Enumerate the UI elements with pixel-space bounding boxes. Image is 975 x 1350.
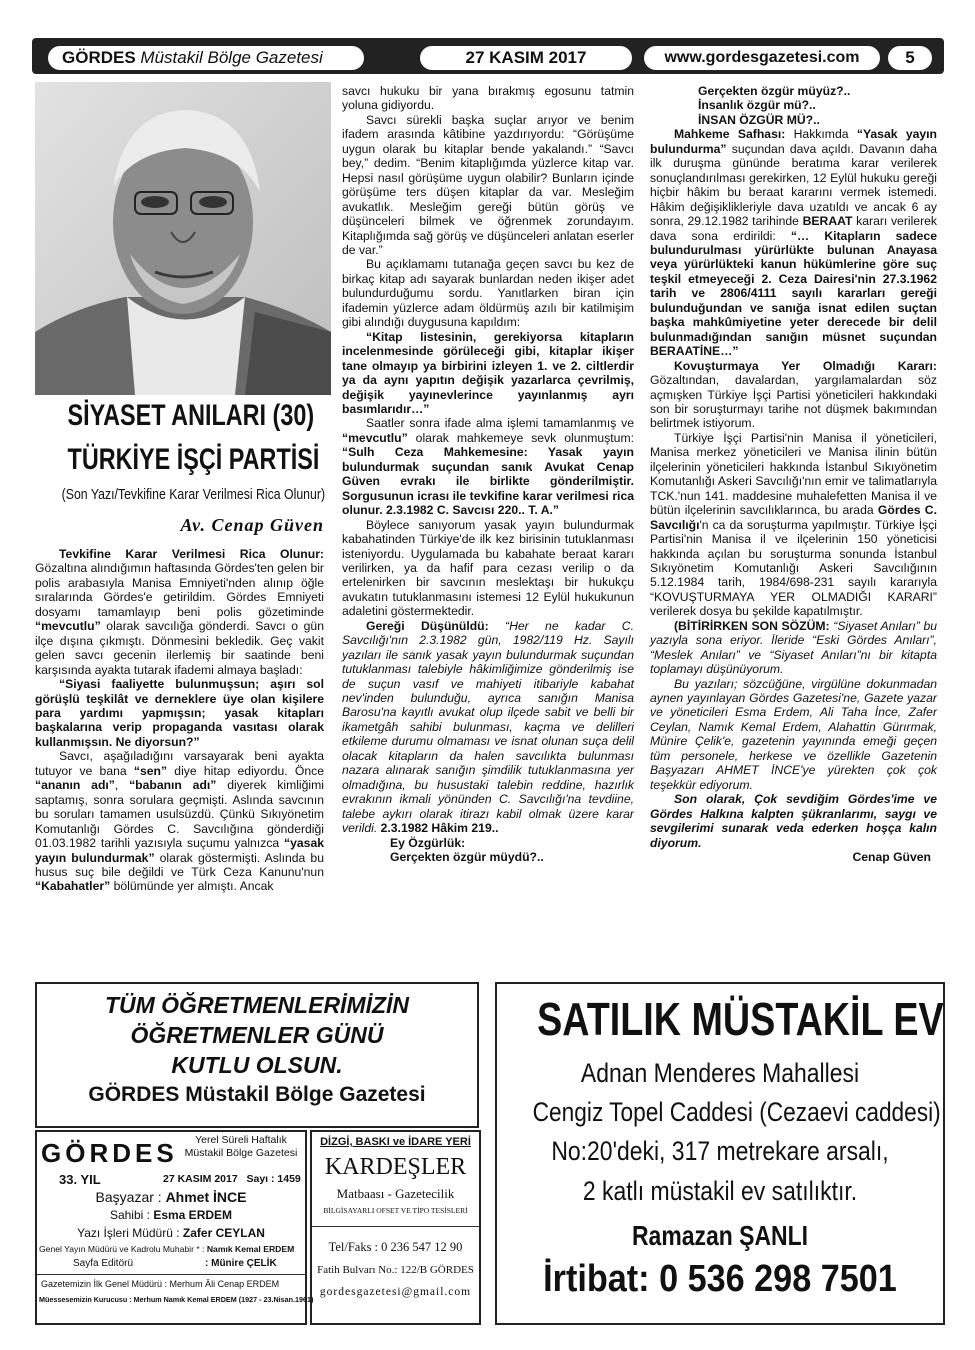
header-date: 27 KASIM 2017 [420,46,632,70]
masthead-page-editor-label: Sayfa Editörü [73,1258,134,1269]
article-column-3 [650,84,937,864]
paragraph: Savcı sürekli başka suçlar arıyor ve benim ifadem arasında kâtibine yazdırıyordu: “Görüşüme uygun olarak bu kitaplar bende yakalandı.” “Savcı bey,” dedim. “Benim kitaplığımda yüzlerce kitap var. Hepsi nasıl görüşüme uygun olabilir? Bunların içinde görüşüme ters düşen kitaplar da var. Mesleğim avukatlık. Mesleğim gereği bütün görüş ve düşünceleri bilmek ve öğrenmek zorundayım. Kitaplığımda sağ görüş ve düşünceleri anlatan eserler de var.” [342,112,634,257]
printer-sub: Matbaası - Gazetecilik [336,1186,455,1201]
paragraph: İnsanlık özgür mü?.. [698,98,816,113]
printer-phone: Tel/Faks : 0 236 547 12 90 [328,1240,463,1254]
paragraph: Son olarak, Çok sevdiğim Gördes'ime ve Gördes Halkına kalpten şükranlarımı, saygı ve sevgilerimi sunarak veda ederken hoşça kalın diyorum. [650,792,937,850]
masthead-editor: Başyazar : Ahmet İNCE [95,1189,247,1205]
ad-line: GÖRDES Müstakil Bölge Gazetesi [88,1083,426,1106]
paper-subtitle: Müstakil Bölge Gazetesi [140,48,323,67]
house-ad-line: No:20'deki, 317 metrekare arsalı, [551,1136,889,1166]
divider [37,1274,305,1275]
article-author: Av. Cenap Güven [180,515,324,535]
teachers-day-ad [35,982,479,1128]
article-column-2 [342,84,634,864]
printer-name: KARDEŞLER [324,1154,467,1180]
header-paper-name [48,46,364,70]
article-column-1 [35,547,324,894]
ad-line: ÖĞRETMENLER GÜNÜ [130,1022,384,1048]
paragraph: Gerçekten özgür müyüz?.. [698,84,851,98]
printer-heading: DİZGİ, BASKI ve İDARE YERİ [320,1136,471,1148]
paragraph: (BİTİRİRKEN SON SÖZÜM: “Siyaset Anıları” bu yazıyla sona eriyor. İleride “Eski Gördes Anıları”, “Meslek Anıları” ve “Siyaset Anıları”nı bir kitapta toplamayı düşünüyorum. [650,618,938,677]
masthead-year: 33. YIL [59,1172,101,1187]
paragraph: Savcı, aşağıladığını varsayarak beni ayakta tutuyor ve bana “sen” diye hitap ediyordu. Önce “ananın adı”, “babanın adı” diyerek kimliğimi saptamış, sonra sorulara geçmişti. Aslında savcının bu soruları tamamen usulsüzdü. Çünkü Sıkıyönetim Komutanlığı Gördes C. Savcılığına gönderdiği 01.03.1982 tarihli yazısıyla suçumu yalnızca “yasak yayın bulundurmak” olarak göstermişti. Aslında bu husus suç bile değildi ve Türk Ceza Kanunu'nun “Kabahatler” bölümünde yer almıştı. Ancak [35,749,324,894]
masthead-name: GÖRDES [41,1138,178,1168]
quote-paragraph: “Siyasi faaliyette bulunmuşsun; aşırı sol görüşlü teşkilât ve derneklere üye olan kişilere para yardımı yapmışsın; yasak kitapları başkalarına verip propaganda vasıtası olarak kullanmışsın. Ne diyorsun?” [35,677,324,749]
masthead-manager: Yazı İşleri Müdürü : Zafer CEYLAN [77,1226,265,1240]
house-for-sale-ad [495,982,945,1325]
paragraph: savcı hukuku bir yana bırakmış egosunu tatmin yoluna gidiyordu. [342,84,634,113]
paragraph: Ey Özgürlük: [390,835,466,850]
masthead-founder: Müessesemizin Kurucusu : Merhum Namık Kemal ERDEM (1927 - 23.Nisan.1961) [39,1295,314,1304]
paper-name: GÖRDES [62,48,136,67]
paragraph: Gereği Düşünüldü: “Her ne kadar C. Savcılığı'nın 2.3.1982 gün, 1982/119 Hz. Sayılı yazıları ile sanık yasak yayın bulundurmak suçundan tutuklanması talebiyle hâkimliğimize gönderilmiş ise de suçun vasıf ve mahiyeti itibariyle kabahat nev'inden bulunduğu, ayrıca sanığın Manisa Barosu'na kayıtlı avukat olup ilçede sabit ve belli bir ikametgâh sahibi bulunması, kaçma ve delilleri etkileme durumu olmaması ve isnat olunan suça delil olacak kitapların da halen savcılıkta bulunması nazara alınarak sanığın şimdilik tutuklanmasına yer olmadığına, bu husustaki talebin reddine, hazırlık evrakının ikmali yönünden C. Savcılığı'na tevdiine, talebe aykırı olarak itirazı kabil olmak üzere karar verildi. 2.3.1982 Hâkim 219.. [342,618,634,836]
house-ad-owner: Ramazan ŞANLI [631,1220,809,1251]
masthead-owner: Sahibi : Esma ERDEM [109,1208,233,1222]
paragraph: Mahkeme Safhası: Hakkımda “Yasak yayın bulundurma” suçundan dava açıldı. Davanın daha ilk duruşma gününde beratıma karar verilerek sonuçlandırılması gerekirken, 12 Eylül hukuku gereği hiçbir hâkim bu beraat kararını vermek istemedi. Hâkim değişiklikleriyle dava uzatıldı ve ancak 6 ay sonra, 29.12.1982 tarihinde BERAAT kararı verilerek dava sona erdirildi: “… Kitapların sadece bulundurulması yürürlükte bulunan Anayasa veya yürürlükteki kanun hükümlerine göre suç teşkil etmeyeceği 2. Ceza Dairesi'nin 27.3.1962 tarih ve 2806/4111 sayılı kararları gereği bulunduğundan ve sanığa isnat edilen suçtan başka mahkûmiyetine yeter derecede bir delil bulunmadığından sanığın müsnet suçundan BERAATİNE…” [650,127,938,359]
paragraph: Saatler sonra ifade alma işlemi tamamlanmış ve “mevcutlu” olarak mahkemeye sevk olunmuştum: “Sulh Ceza Mahkemesine: Yasak yayın bulundurmak suçundan sanık Avukat Cenap Güven evrakı ile birlikte gönderilmiştir. Sorgusunun icrası ile tevkifine karar verilmesi rica olunur. 2.3.1982 C. Savcısı 220.. T. A.” [342,416,634,518]
printer-email[interactable]: gordesgazetesi@gmail.com [319,1286,472,1298]
paragraph: Bu açıklamamı tutanağa geçen savcı bu kez de birkaç kitap adı sayarak bunlardan neden ikişer adet bulundurduğumu sordu. Yanıtlarken biran için ifademin yüzlerce adam öldürmüş azılı bir katilmişim gibi alındığı duygusuna kapıldım: [342,257,634,330]
paragraph: Bu yazıları; sözcüğüne, virgülüne dokunmadan aynen yayınlayan Gördes Gazetesi'ne, Gazete yazar ve yöneticileri Esma Erdem, Ali Taha İnce, Zafer Ceylan, Namık Kemal Erdem, Alahattin Gürırmak, Münire Çelik'e, gazetenin yayınında emeği geçen tüm personele, herkese ve özellikle Gazetenin Başyazarı AHMET İNCE'ye yürekten çok çok teşekkür ediyorum. [650,676,937,792]
masthead-founder-gm: Gazetemizin İlk Genel Müdürü : Merhum Âli Cenap ERDEM [41,1279,280,1289]
printer-address: Fatih Bulvarı No.: 122/B GÖRDES [317,1264,474,1276]
paragraph: Kovuşturmaya Yer Olmadığı Kararı: Gözaltından, davalardan, yargılamalardan söz açmışken Türkiye İşçi Partisi yöneticileri hakkındaki son bir soruşturmayı tarihe not düşmek bakımından belirtmek istiyorum. [650,358,937,431]
quote-paragraph: “Kitap listesinin, gerekiyorsa kitapların incelenmesinde görüleceği gibi, kitaplar ikişer tane olmayıp ya birbirini izleyen 1. ve 2. ciltlerdir ya da aynı yapıtın değişik yazarlarca çevrilmiş, değişik yayınevlerince yayınlanmış ayrı basımlarıdır…” [342,329,634,416]
house-ad-line: 2 katlı müstakil ev satılıktır. [582,1176,858,1206]
printer-desc: BİLGİSAYARLI OFSET VE TİPO TESİSLERİ [323,1206,468,1215]
paragraph: Gerçekten özgür müydü?.. [390,850,544,865]
masthead-date-issue: 27 KASIM 2017 Sayı : 1459 [163,1173,301,1185]
printer-box [310,1130,481,1325]
masthead-page-editor: : Münire ÇELİK [205,1258,277,1269]
header-website[interactable]: www.gordesgazetesi.com [644,46,880,70]
author-photo [35,82,331,395]
house-ad-headline: SATILIK MÜSTAKİL EV [537,993,944,1045]
ad-line: KUTLU OLSUN. [171,1052,343,1078]
house-ad-line: Adnan Menderes Mahallesi [580,1058,860,1088]
article-signature: Cenap Güven [852,850,931,865]
paragraph: İNSAN ÖZGÜR MÜ?.. [698,112,820,127]
article-title [67,398,320,478]
article-title-line1: SİYASET ANILARI (30) [67,399,315,432]
article-title-line2: TÜRKİYE İŞÇİ PARTİSİ [67,443,320,476]
house-ad-line: Cengiz Topel Caddesi (Cezaevi caddesi) [532,1097,941,1127]
article-subtitle: (Son Yazı/Tevkifine Karar Verilmesi Rica Olunur) [61,486,326,503]
masthead-gm: Genel Yayın Müdürü ve Kadrolu Muhabir * : Namık Kemal ERDEM [39,1244,295,1254]
house-ad-contact: İrtibat: 0 536 298 7501 [543,1258,897,1300]
divider [312,1226,479,1227]
paragraph: Türkiye İşçi Partisi'nin Manisa il yöneticileri, Manisa merkez yöneticileri ve Manisa ilinin bütün ilçelerinin yöneticileri hakkında İstanbul Sıkıyönetim Komutanlığı Askeri Savcılığı'nın emir ve talimatlarıyla TCK.'nun 141. maddesine muhalefetten Manisa il ve bütün ilçelerinin savcılıklarınca, bu arada Gördes C. Savcılığı'n ca da soruşturma yapılmıştır. Türkiye İşçi Partisi'nin Manisa il ve ilçelerinin 150 yöneticisi hakkında açılan bu soruşturma sonunda İstanbul Sıkıyönetim Komutanlığı Askeri Savcılığının 5.12.1984 tarih, 1984/698-231 sayılı kararıyla “KOVUŞTURMAYA YER OLMADIĞI KARARI” verilerek dosya bu şekilde kapatılmıştır. [650,430,937,619]
page-number: 5 [888,46,932,70]
masthead-box [35,1130,314,1325]
ad-line: TÜM ÖĞRETMENLERİMİZİN [104,992,410,1018]
paragraph: Tevkifine Karar Verilmesi Rica Olunur: Gözaltına alındığımın haftasında Gördes'ten gelen bir polis arabasıyla Manisa Emniyeti'nden alınıp öğle sıralarında Gördes'e getirildim. Gördes Emniyeti dosyamı tamamlayıp beni polis gözetiminde “mevcutlu” olarak savcılığa gönderdi. Savcı o gün ilçe dışına çıkmıştı. Dönmesini bekledik. Geç vakit gelen savcı gecenin ilerlemiş bir saatinde beni karşısında ayakta tutarak ifademi almaya başladı: [35,547,324,677]
paragraph: Böylece sanıyorum yasak yayın bulundurmak kabahatinden Türkiye'de ilk kez birisinin tutuklanması isteniyordu. Uygulamada bu kabahate beraat kararı verilirken, ya da hafif para cezası verilip o da ertelenirken bir savcının meslektaşı bir hukukçu avukatın tutuklanmasını istemesi 12 Eylül hukukunun adaletini göstermektedir. [342,517,634,619]
masthead-desc: Yerel Süreli Haftalık Müstakil Bölge Gazetesi [184,1134,298,1159]
